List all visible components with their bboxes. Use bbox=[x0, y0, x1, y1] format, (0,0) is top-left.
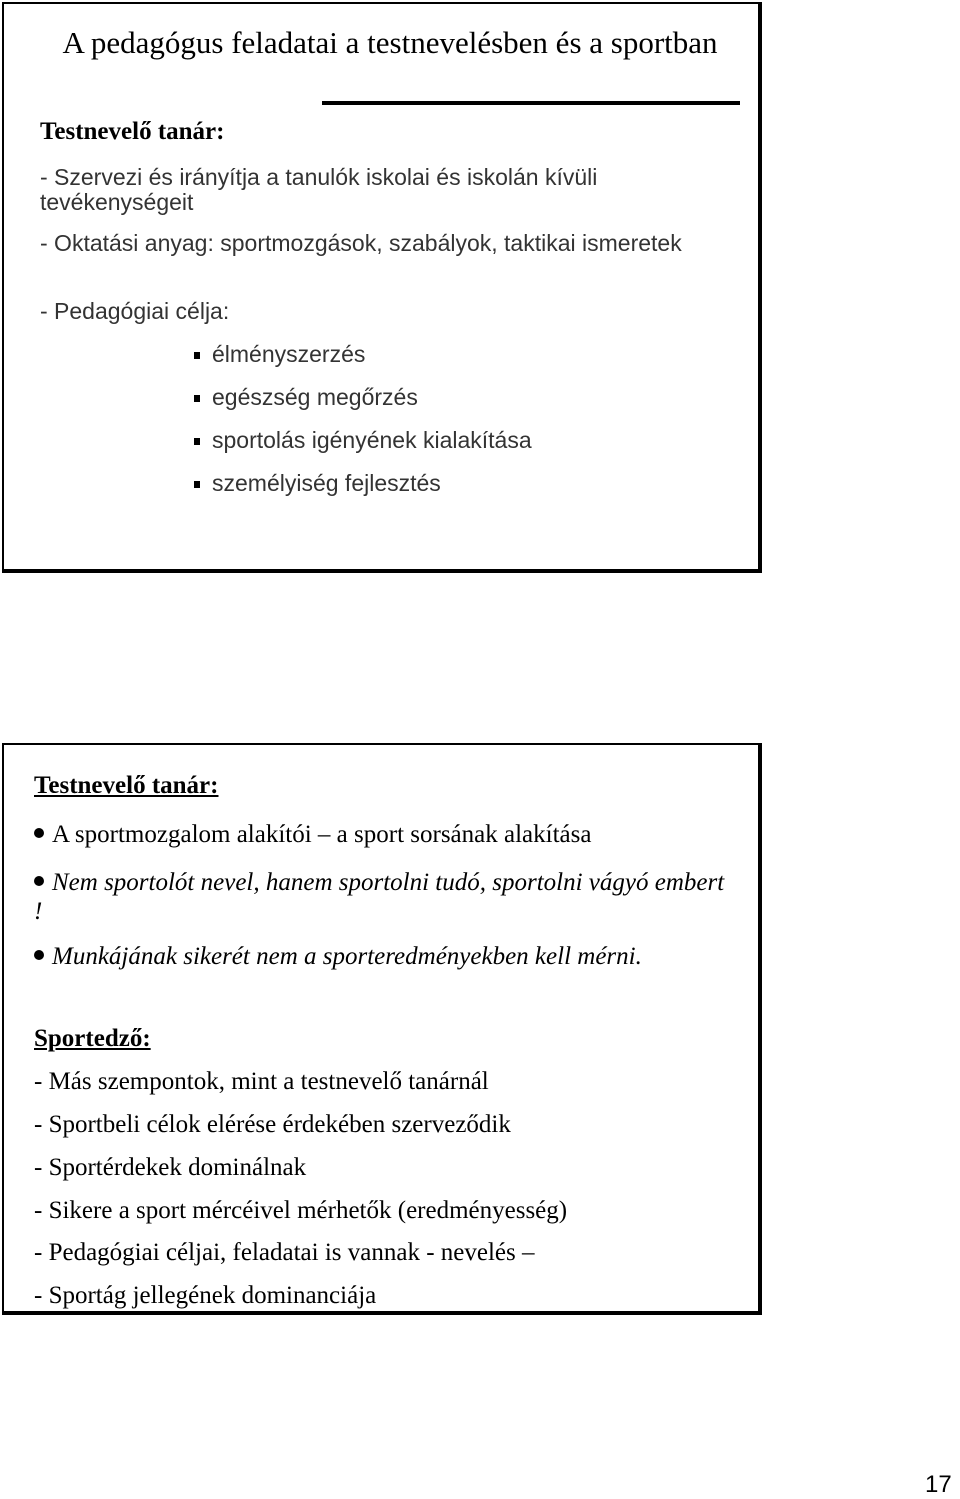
coach-point: - Más szempontok, mint a testnevelő tanárnál bbox=[34, 1068, 489, 1095]
coach-point: - Sikere a sport mércéivel mérhetők (eredményesség) bbox=[34, 1197, 568, 1224]
title-underline-rule bbox=[322, 101, 740, 105]
square-bullet-icon bbox=[194, 438, 200, 445]
slide-1-item: - Oktatási anyag: sportmozgások, szabályok, taktikai ismeretek bbox=[40, 230, 682, 256]
slide-2-bullet: Munkájának sikerét nem a sporteredményekben kell mérni. bbox=[34, 942, 734, 971]
round-bullet-icon bbox=[34, 828, 44, 838]
goal-item: személyiség fejlesztés bbox=[188, 469, 532, 512]
page-number: 17 bbox=[925, 1471, 952, 1498]
goal-item: élményszerzés bbox=[188, 340, 532, 383]
round-bullet-icon bbox=[34, 876, 44, 886]
slide-1-heading: Testnevelő tanár: bbox=[40, 118, 225, 145]
square-bullet-icon bbox=[194, 395, 200, 402]
slide-2-heading: Testnevelő tanár: bbox=[34, 772, 219, 799]
round-bullet-icon bbox=[34, 950, 44, 960]
slide-1-item: - Pedagógiai célja: bbox=[40, 298, 230, 324]
slide-2-bullet: A sportmozgalom alakítói – a sport sorsának alakítása bbox=[34, 820, 734, 849]
coach-point: - Pedagógiai céljai, feladatai is vannak - nevelés – bbox=[34, 1239, 535, 1266]
goal-item: egészség megőrzés bbox=[188, 383, 532, 426]
goal-item: sportolás igényének kialakítása bbox=[188, 426, 532, 469]
square-bullet-icon bbox=[194, 481, 200, 488]
slide-1-item: - Szervezi és irányítja a tanulók iskolai és iskolán kívüli tevékenységeit bbox=[40, 164, 598, 215]
coach-point: - Sportérdekek dominálnak bbox=[34, 1154, 307, 1181]
coach-point: - Sportbeli célok elérése érdekében szerveződik bbox=[34, 1111, 511, 1138]
slide-2-subheading: Sportedző: bbox=[34, 1025, 151, 1052]
slide-1-title: A pedagógus feladatai a testnevelésben és a sportban bbox=[62, 25, 718, 60]
coach-point: - Sportág jellegének dominanciája bbox=[34, 1282, 377, 1309]
square-bullet-icon bbox=[194, 352, 200, 359]
pedagogical-goals-list bbox=[188, 340, 532, 512]
slide-2-bullet: Nem sportolót nevel, hanem sportolni tudó, sportolni vágyó embert ! bbox=[34, 869, 725, 925]
